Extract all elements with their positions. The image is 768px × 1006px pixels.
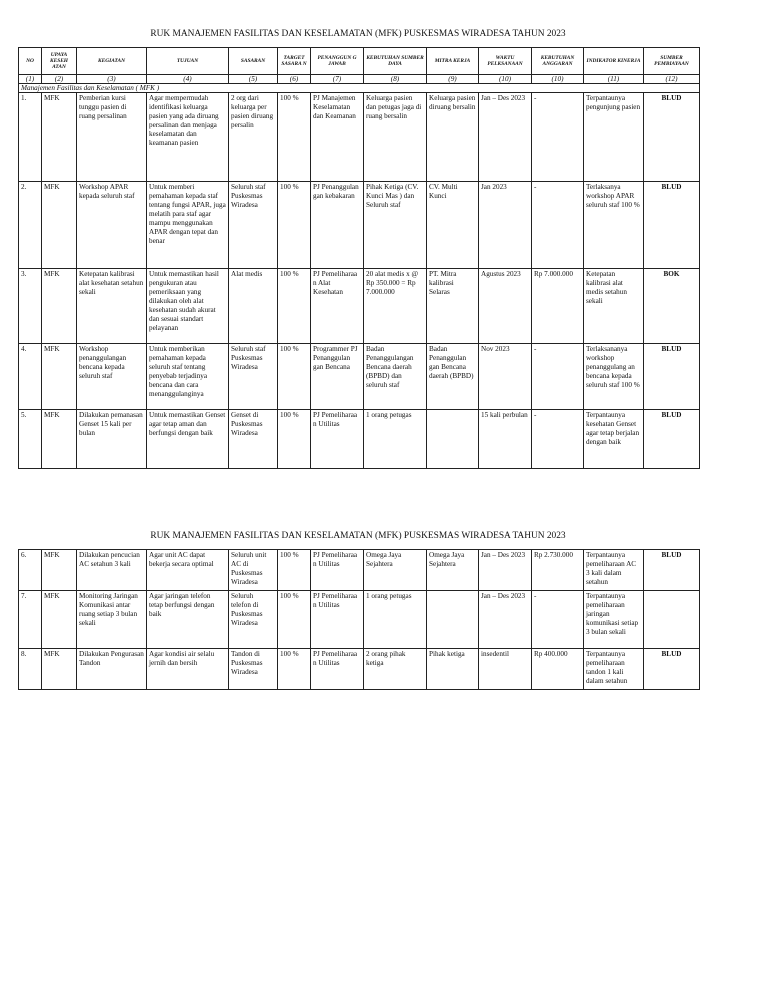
cell-tujuan: Agar kondisi air selalu jernih dan bersih (147, 649, 229, 690)
cell-sumber-daya: 2 orang pihak ketiga (364, 649, 427, 690)
cell-tujuan: Untuk memastikan hasil pengukuran atau pemeriksaan yang dilakukan oleh alat kesehatan sudah akurat dan sesuai standart pelayanan (147, 269, 229, 344)
cell-pembiayaan: BLUD (644, 550, 700, 591)
cell-pj: PJ Pemeliharaa n Utilitas (311, 649, 364, 690)
column-header: MITRA KERJA (427, 48, 479, 75)
cell-upaya: MFK (42, 269, 77, 344)
column-number: (7) (311, 75, 364, 84)
cell-tujuan: Agar unit AC dapat bekerja secara optimal (147, 550, 229, 591)
cell-tujuan: Agar jaringan telefon tetap berfungsi dengan baik (147, 591, 229, 649)
cell-kegiatan: Dilakukan pencucian AC setahun 3 kali (77, 550, 147, 591)
cell-kegiatan: Workshop penanggulangan bencana kepada seluruh staf (77, 344, 147, 410)
cell-no: 3. (19, 269, 42, 344)
cell-target: 100 % (278, 269, 311, 344)
header-row (19, 48, 700, 75)
cell-sasaran: Tandon di Puskesmas Wiradesa (229, 649, 278, 690)
column-header: TUJUAN (147, 48, 229, 75)
cell-pembiayaan: BLUD (644, 182, 700, 269)
cell-indikator: Terpantaunya kesehatan Genset agar tetap berjalan dengan baik (584, 410, 644, 469)
activity-table-page-2 (18, 549, 700, 690)
cell-indikator: Terpantaunya pengunjung pasien (584, 93, 644, 182)
cell-pj: PJ Pemeliharaa n Utilitas (311, 550, 364, 591)
cell-no: 5. (19, 410, 42, 469)
cell-anggaran: Rp 2.730.000 (532, 550, 584, 591)
column-header: KEBUTUHAN SUMBER DAYA (364, 48, 427, 75)
cell-mitra: Keluarga pasien diruang bersalin (427, 93, 479, 182)
table-row (19, 93, 700, 182)
column-number: (10) (532, 75, 584, 84)
section-title: Manajemen Fasilitas dan Keselamatan ( MFK ) (19, 84, 700, 93)
cell-sumber-daya: 1 orang petugas (364, 591, 427, 649)
cell-mitra: Omega Jaya Sejahtera (427, 550, 479, 591)
cell-upaya: MFK (42, 182, 77, 269)
cell-waktu: 15 kali perbulan (479, 410, 532, 469)
cell-pj: PJ Manajemen Keselamatan dan Keamanan (311, 93, 364, 182)
cell-sasaran: Alat medis (229, 269, 278, 344)
cell-kegiatan: Dilakukan Pengurasan Tandon (77, 649, 147, 690)
column-header: KEGIATAN (77, 48, 147, 75)
cell-pj: PJ Pemeliharaa n Alat Kesehatan (311, 269, 364, 344)
cell-mitra: CV. Multi Kunci (427, 182, 479, 269)
cell-no: 4. (19, 344, 42, 410)
column-number: (4) (147, 75, 229, 84)
column-header: WAKTU PELKSANAAN (479, 48, 532, 75)
cell-no: 1. (19, 93, 42, 182)
cell-waktu: Jan – Des 2023 (479, 93, 532, 182)
cell-upaya: MFK (42, 93, 77, 182)
page-title-2: RUK MANAJEMEN FASILITAS DAN KESELAMATAN (MFK) PUSKESMAS WIRADESA TAHUN 2023 (150, 531, 566, 541)
cell-kegiatan: Ketepatan kalibrasi alat kesehatan setahun sekali (77, 269, 147, 344)
cell-pembiayaan: BLUD (644, 344, 700, 410)
cell-pembiayaan: BLUD (644, 93, 700, 182)
column-number: (6) (278, 75, 311, 84)
cell-sasaran: Genset di Puskesmas Wiradesa (229, 410, 278, 469)
cell-waktu: Jan – Des 2023 (479, 550, 532, 591)
cell-pembiayaan: BOK (644, 269, 700, 344)
cell-sumber-daya: Badan Penanggulangan Bencana daerah (BPBD) dan seluruh staf (364, 344, 427, 410)
cell-kegiatan: Dilakukan pemanasan Genset 15 kali per bulan (77, 410, 147, 469)
cell-anggaran: - (532, 93, 584, 182)
table-row (19, 591, 700, 649)
column-number-row (19, 75, 700, 84)
cell-pembiayaan (644, 591, 700, 649)
table-row (19, 182, 700, 269)
cell-kegiatan: Pemberian kursi tunggu pasien di ruang persalinan (77, 93, 147, 182)
cell-waktu: Jan 2023 (479, 182, 532, 269)
cell-no: 2. (19, 182, 42, 269)
cell-waktu: insedentil (479, 649, 532, 690)
table-row (19, 649, 700, 690)
cell-sasaran: Seluruh staf Puskesmas Wiradesa (229, 344, 278, 410)
cell-sasaran: Seluruh unit AC di Puskesmas Wiradesa (229, 550, 278, 591)
cell-sumber-daya: 20 alat medis x @ Rp 350.000 = Rp 7.000.000 (364, 269, 427, 344)
cell-sasaran: Seluruh staf Puskesmas Wiradesa (229, 182, 278, 269)
cell-anggaran: Rp 7.000.000 (532, 269, 584, 344)
cell-indikator: Ketepatan kalibrasi alat medis setahun sekali (584, 269, 644, 344)
section-row (19, 84, 700, 93)
cell-pj: Programmer PJ Penanggulan gan Bencana (311, 344, 364, 410)
column-number: (11) (584, 75, 644, 84)
cell-tujuan: Untuk memberikan pemahaman kepada seluruh staf tentang penyebab terjadinya bencana dan cara menanggulanginya (147, 344, 229, 410)
cell-no: 8. (19, 649, 42, 690)
cell-target: 100 % (278, 182, 311, 269)
column-number: (9) (427, 75, 479, 84)
column-header: NO (19, 48, 42, 75)
cell-sasaran: Seluruh telefon di Puskesmas Wiradesa (229, 591, 278, 649)
cell-pembiayaan: BLUD (644, 410, 700, 469)
cell-mitra (427, 591, 479, 649)
column-number: (8) (364, 75, 427, 84)
cell-tujuan: Untuk memastikan Genset agar tetap aman dan berfungsi dengan baik (147, 410, 229, 469)
cell-mitra: Badan Penanggulan gan Bencana daerah (BPBD) (427, 344, 479, 410)
cell-kegiatan: Workshop APAR kepada seluruh staf (77, 182, 147, 269)
column-number: (1) (19, 75, 42, 84)
cell-kegiatan: Monitoring Jaringan Komunikasi antar ruang setiap 3 bulan sekali (77, 591, 147, 649)
cell-anggaran: Rp 400.000 (532, 649, 584, 690)
cell-upaya: MFK (42, 344, 77, 410)
cell-indikator: Terpantaunya pemeliharaan jaringan komunikasi setiap 3 bulan sekali (584, 591, 644, 649)
cell-mitra (427, 410, 479, 469)
cell-anggaran: - (532, 410, 584, 469)
column-number: (10) (479, 75, 532, 84)
cell-upaya: MFK (42, 649, 77, 690)
table-row (19, 269, 700, 344)
cell-upaya: MFK (42, 550, 77, 591)
cell-target: 100 % (278, 649, 311, 690)
cell-sumber-daya: 1 orang petugas (364, 410, 427, 469)
cell-upaya: MFK (42, 410, 77, 469)
column-header: SASARAN (229, 48, 278, 75)
cell-upaya: MFK (42, 591, 77, 649)
cell-anggaran: - (532, 344, 584, 410)
cell-sasaran: 2 org dari keluarga per pasien diruang persalin (229, 93, 278, 182)
activity-table-page-1 (18, 47, 700, 469)
cell-target: 100 % (278, 410, 311, 469)
table-row (19, 550, 700, 591)
cell-mitra: Pihak ketiga (427, 649, 479, 690)
cell-indikator: Terlaksananya workshop penanggulang an bencana kepada seluruh staf 100 % (584, 344, 644, 410)
column-header: SUMBER PEMBIAYAAN (644, 48, 700, 75)
table-row (19, 410, 700, 469)
cell-pj: PJ Penanggulan gan kebakaran (311, 182, 364, 269)
column-number: (2) (42, 75, 77, 84)
cell-indikator: Terlaksanya workshop APAR seluruh staf 100 % (584, 182, 644, 269)
column-number: (12) (644, 75, 700, 84)
cell-sumber-daya: Pihak Ketiga (CV. Kunci Mas ) dan Seluruh staf (364, 182, 427, 269)
cell-sumber-daya: Keluarga pasien dan petugas jaga di ruang bersalin (364, 93, 427, 182)
page-title: RUK MANAJEMEN FASILITAS DAN KESELAMATAN (MFK) PUSKESMAS WIRADESA TAHUN 2023 (150, 29, 566, 39)
cell-anggaran: - (532, 182, 584, 269)
column-number: (5) (229, 75, 278, 84)
column-header: TARGET SASARA N (278, 48, 311, 75)
column-number: (3) (77, 75, 147, 84)
cell-target: 100 % (278, 344, 311, 410)
cell-mitra: PT. Mitra kalibrasi Selaras (427, 269, 479, 344)
table-row (19, 344, 700, 410)
cell-target: 100 % (278, 550, 311, 591)
cell-target: 100 % (278, 591, 311, 649)
cell-pj: PJ Pemeliharaa n Utilitas (311, 410, 364, 469)
cell-sumber-daya: Omega Jaya Sejahtera (364, 550, 427, 591)
cell-waktu: Nov 2023 (479, 344, 532, 410)
column-header: KEBUTUHAN ANGGARAN (532, 48, 584, 75)
cell-waktu: Agustus 2023 (479, 269, 532, 344)
cell-indikator: Terpantaunya pemeliharaan AC 3 kali dalam setahun (584, 550, 644, 591)
cell-no: 7. (19, 591, 42, 649)
cell-no: 6. (19, 550, 42, 591)
column-header: PENANGGUN G JAWAB (311, 48, 364, 75)
cell-tujuan: Agar mempermudah identifikasi keluarga pasien yang ada diruang persalinan dan menjaga keselamatan dan keamanan pasien (147, 93, 229, 182)
cell-tujuan: Untuk memberi pemahaman kepada staf tentang fungsi APAR, juga melatih para staf agar mampu menggunakan APAR dengan tepat dan benar (147, 182, 229, 269)
cell-anggaran: - (532, 591, 584, 649)
cell-waktu: Jan – Des 2023 (479, 591, 532, 649)
column-header: INDIKATOR KINERJA (584, 48, 644, 75)
cell-pj: PJ Pemeliharaa n Utilitas (311, 591, 364, 649)
cell-indikator: Terpantaunya pemeliharaan tandon 1 kali dalam setahun (584, 649, 644, 690)
cell-target: 100 % (278, 93, 311, 182)
column-header: UPAYA KESEH ATAN (42, 48, 77, 75)
cell-pembiayaan: BLUD (644, 649, 700, 690)
